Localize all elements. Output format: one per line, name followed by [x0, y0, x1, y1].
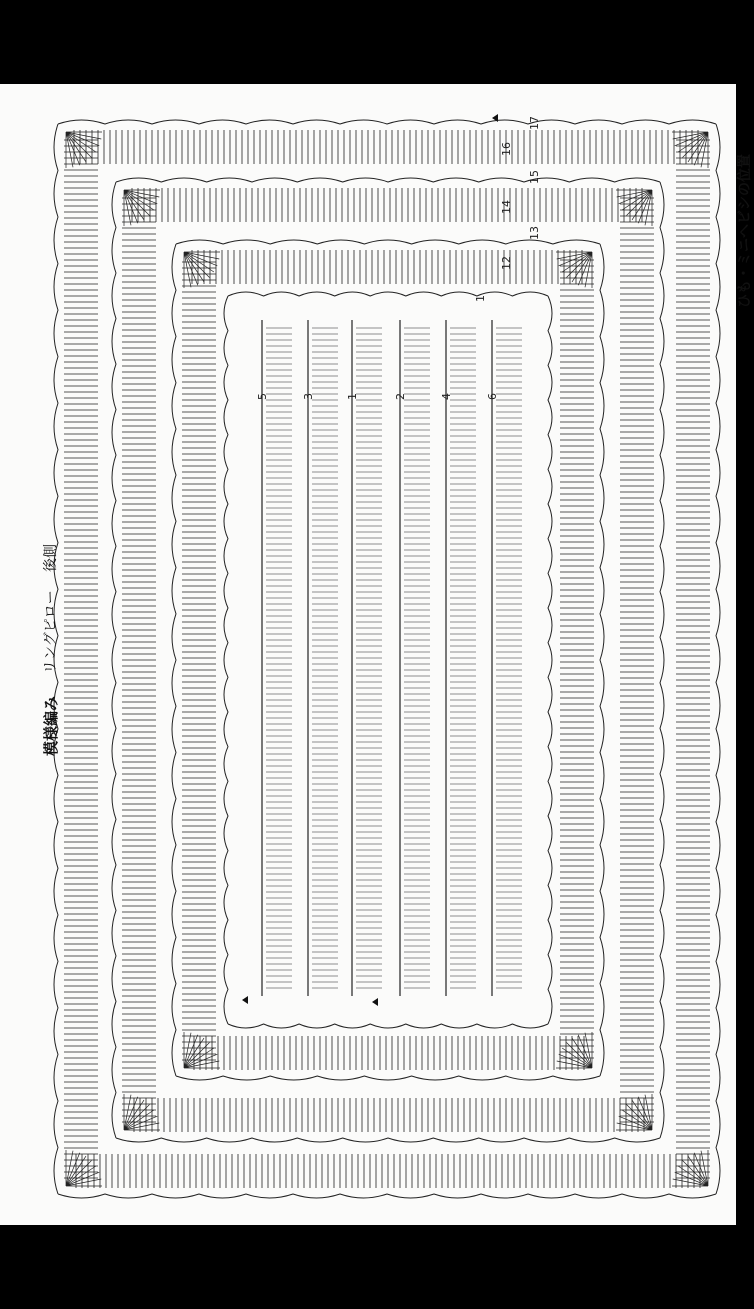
- outer-row-number: 15: [528, 170, 541, 184]
- ring-1-corner-fan-2: [672, 132, 708, 168]
- top-black-bar: [0, 0, 736, 84]
- center-row-number: 1: [346, 393, 359, 400]
- ring-3-right-edge: [600, 244, 604, 1076]
- ring-1-top-edge: [58, 120, 716, 124]
- ring-4-left-edge: [224, 296, 228, 1024]
- outer-row-number: 12: [500, 256, 513, 270]
- ring-1-top-stitches: [74, 130, 698, 164]
- ring-1-right-stitches: [676, 140, 710, 1178]
- ring-1-left-stitches: [64, 140, 98, 1178]
- pattern-title: 模様編み: [42, 695, 60, 756]
- center-row-4: [400, 320, 430, 996]
- center-row-number: 4: [440, 393, 453, 400]
- ring-4-bottom-edge: [228, 1024, 548, 1028]
- ring-3-corner-fan-4: [184, 1032, 220, 1068]
- ring-1-corner-fan-1: [66, 132, 102, 168]
- ring-2-corner-fan-1: [124, 190, 160, 226]
- ring-2-top-stitches: [132, 188, 642, 222]
- center-row-6: [492, 320, 522, 996]
- ring-2-bottom-edge: [116, 1138, 660, 1142]
- ring-3-left-edge: [172, 244, 176, 1076]
- chart-rings: [54, 120, 720, 1198]
- ring-3-right-stitches: [560, 260, 594, 1058]
- ring-3-corner-fan-1: [184, 252, 220, 288]
- outer-row-number: 16: [500, 142, 513, 156]
- center-row-2: [308, 320, 338, 996]
- ring-3-corner-fan-3: [556, 1032, 592, 1068]
- ring-3-corner-fan-2: [556, 252, 592, 288]
- ring-1-corner-fan-3: [672, 1150, 708, 1186]
- ring-3-bottom-stitches: [194, 1036, 584, 1070]
- ring-1-right-edge: [716, 124, 720, 1194]
- pattern-side-label: 後側: [43, 544, 59, 572]
- ring-2-corner-fan-2: [616, 190, 652, 226]
- chart-ring-2: [112, 178, 664, 1142]
- ring-2-left-edge: [112, 182, 116, 1138]
- ring-2-corner-fan-3: [616, 1094, 652, 1130]
- center-row-number: 5: [256, 393, 269, 400]
- ring-2-bottom-stitches: [134, 1098, 644, 1132]
- center-row-number: 2: [394, 393, 407, 400]
- start-marker-2: [242, 996, 248, 1004]
- chart-ring-3: [172, 240, 604, 1080]
- start-marks: [242, 114, 498, 1006]
- ring-3-bottom-edge: [176, 1076, 600, 1080]
- center-row-number: 6: [486, 393, 499, 400]
- ring-3-left-stitches: [182, 262, 216, 1060]
- ring-2-left-stitches: [122, 198, 156, 1122]
- pattern-page: [0, 84, 753, 1225]
- pattern-subtitle: リングピロー: [43, 590, 59, 674]
- ring-1-corner-fan-4: [66, 1150, 102, 1186]
- outer-row-number: 13: [528, 226, 541, 240]
- center-row-3: [352, 320, 382, 996]
- bottom-black-bar: [0, 1225, 736, 1309]
- ring-2-corner-fan-4: [124, 1094, 160, 1130]
- ring-2-right-stitches: [620, 198, 654, 1122]
- ring-1-bottom-stitches: [76, 1154, 700, 1188]
- chart-ring-4: [224, 292, 552, 1028]
- footer-note: ひも・ミニヘビシの位置: [737, 154, 753, 308]
- center-row-number: 3: [302, 393, 315, 400]
- ring-4-top-edge: [228, 292, 548, 296]
- ring-2-right-edge: [660, 182, 664, 1138]
- ring-1-bottom-edge: [58, 1194, 716, 1198]
- ring-2-top-edge: [116, 178, 660, 182]
- crochet-chart: [0, 84, 736, 1225]
- start-marker-3: [372, 998, 378, 1006]
- outer-row-number: 14: [500, 200, 513, 214]
- outer-row-number: 17: [528, 116, 541, 130]
- center-row-5: [446, 320, 476, 996]
- center-row-1: [262, 320, 292, 996]
- ring-3-top-stitches: [192, 250, 582, 284]
- outer-row-number: 1: [474, 295, 487, 302]
- center-rows: [262, 320, 522, 996]
- ring-4-right-edge: [548, 296, 552, 1024]
